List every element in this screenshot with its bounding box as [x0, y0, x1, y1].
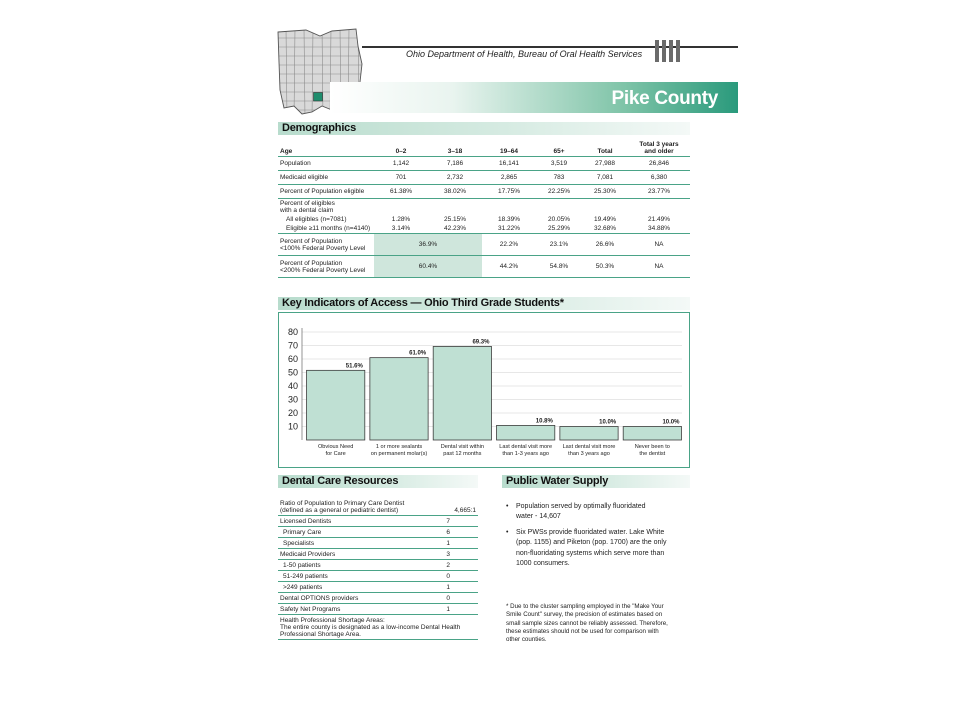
category-label: 1 or more sealants [375, 444, 423, 450]
category-label: on permanent molar(s) [370, 451, 428, 457]
cell: 18.39% [497, 216, 521, 223]
table-row [278, 527, 478, 538]
water-bullet-2-line-1: Six PWSs provide fluoridated water. Lake White [516, 529, 665, 537]
row-label: Dental OPTIONS providers [278, 593, 414, 604]
bar [370, 358, 428, 440]
category-label: than 3 years ago [568, 451, 610, 457]
bar [497, 425, 555, 440]
stripes-logo-icon [655, 40, 683, 67]
access-bar-chart [280, 322, 688, 464]
cell: 0 [414, 571, 478, 582]
water-bullet-2-line-3: non-fluoridating systems which serve more than [516, 549, 665, 557]
cell: 3.14% [374, 224, 428, 234]
row-label: Population [278, 157, 374, 171]
row-label: Licensed Dentists [278, 516, 414, 527]
cell: 27,988 [582, 157, 628, 171]
row-label: 51-249 patients [278, 571, 414, 582]
cell: 50.3% [582, 256, 628, 278]
table-row [278, 256, 690, 278]
row-label: Percent of Population eligible [278, 185, 374, 199]
cell: 1.28% [391, 216, 411, 223]
cell: 26,846 [628, 157, 690, 171]
hpsa-note [278, 615, 478, 640]
county-title: Pike County [611, 88, 718, 109]
cell: 23.1% [536, 234, 582, 256]
water-bullet-list [506, 502, 692, 575]
category-label: for Care [325, 451, 346, 457]
table-row [278, 199, 690, 216]
bar [433, 346, 491, 440]
water-title: Public Water Supply [506, 475, 609, 487]
cell: 3,519 [536, 157, 582, 171]
category-label: Last dental visit more [499, 444, 553, 450]
cell: 17.75% [482, 185, 536, 199]
cell: 0 [414, 593, 478, 604]
cell: 44.2% [482, 256, 536, 278]
cell: 2,732 [428, 171, 482, 185]
y-tick-label: 20 [287, 408, 298, 418]
table-row [278, 604, 478, 615]
row-label: Safety Net Programs [278, 604, 414, 615]
table-row [278, 571, 478, 582]
col-19-64: 19–64 [482, 140, 536, 157]
hpsa-text-2: Professional Shortage Area. [280, 630, 361, 638]
row-label: Eligible ≥11 months (n=4140) [278, 224, 374, 234]
table-row [278, 185, 690, 199]
y-tick-label: 10 [287, 421, 298, 432]
row-label: Specialists [278, 538, 414, 549]
ratio-label-2: (defined as a general or pediatric dentist) [280, 506, 399, 514]
fpl200-label-1: Percent of Population [280, 259, 343, 267]
water-bullet-2-line-2: (pop. 1155) and Piketon (pop. 1700) are the only [516, 539, 667, 547]
y-tick-label: 60 [287, 354, 298, 364]
cell: 7 [414, 516, 478, 527]
cell: 20.05% [547, 216, 571, 223]
bullet-icon: • [506, 503, 509, 510]
category-label: past 12 months [443, 451, 482, 457]
row-label [278, 256, 374, 278]
footnote-line-1: * Due to the cluster sampling employed in the "Make Your [506, 603, 664, 610]
y-tick-label: 40 [287, 381, 298, 391]
fpl100-label-2: <100% Federal Poverty Level [280, 244, 366, 252]
list-item [506, 528, 692, 569]
cell: 6,380 [628, 171, 690, 185]
cell: 2,865 [482, 171, 536, 185]
row-label: Primary Care [278, 527, 414, 538]
table-row [278, 171, 690, 185]
hpsa-title: Health Professional Shortage Areas: [280, 616, 385, 624]
category-label: Dental visit within [440, 444, 484, 450]
water-bullet-1-line-2: water - 14,607 [516, 513, 561, 521]
data-label: 10.0% [662, 419, 680, 426]
claims-label-2: with a dental claim [280, 207, 334, 214]
cell: 25.30% [582, 185, 628, 199]
table-row [278, 582, 478, 593]
col-age: Age [278, 140, 374, 157]
cell: 61.38% [374, 185, 428, 199]
demographics-table [278, 140, 690, 278]
row-label: >249 patients [278, 582, 414, 593]
table-row [278, 615, 478, 640]
cell: 38.02% [428, 185, 482, 199]
cell: 1 [414, 538, 478, 549]
cell: 23.77% [628, 185, 690, 199]
data-label: 51.6% [345, 363, 363, 370]
y-tick-label: 80 [287, 327, 298, 337]
data-label: 10.0% [599, 419, 617, 426]
row-label: 1-50 patients [278, 560, 414, 571]
table-row [278, 215, 690, 224]
category-label: Never been to [634, 444, 670, 450]
bar [560, 427, 618, 441]
footnote-line-4: these estimates should not be used for comparison with [506, 628, 659, 636]
bar [307, 370, 365, 440]
table-row [278, 498, 478, 516]
category-label: than 1-3 years ago [502, 451, 549, 457]
table-row [278, 593, 478, 604]
data-label: 69.3% [472, 339, 490, 346]
cell: 6 [414, 527, 478, 538]
cell: 1 [414, 582, 478, 593]
table-row [278, 224, 690, 234]
col-total-3-plus [628, 140, 690, 157]
cell: NA [628, 256, 690, 278]
data-label: 10.8% [535, 418, 553, 425]
data-label: 61.0% [409, 350, 427, 357]
cell: 34.88% [628, 224, 690, 234]
indicators-title: Key Indicators of Access — Ohio Third Grade Students* [282, 297, 564, 309]
agency-name: Ohio Department of Health, Bureau of Oral Health Services [406, 49, 643, 59]
cell: 32.68% [582, 224, 628, 234]
cell: 26.6% [582, 234, 628, 256]
resources-title: Dental Care Resources [282, 475, 399, 487]
ratio-value: 4,665:1 [414, 498, 478, 516]
row-label: All eligibles (n=7081) [286, 216, 347, 223]
table-row [278, 549, 478, 560]
footnote-line-5: other counties. [506, 636, 547, 644]
y-tick-label: 30 [287, 394, 298, 405]
table-row [278, 560, 478, 571]
cell-merged: 36.9% [374, 234, 482, 256]
cell: 7,186 [428, 157, 482, 171]
cell: 2 [414, 560, 478, 571]
cell: 7,081 [582, 171, 628, 185]
ratio-label-1: Ratio of Population to Primary Care Dentist [280, 499, 405, 507]
cell: 21.49% [647, 216, 671, 223]
cell: 701 [374, 171, 428, 185]
row-label: Medicaid eligible [278, 171, 374, 185]
row-label [278, 498, 414, 516]
col-total-3-plus-l1: Total 3 years [639, 141, 679, 148]
col-65-plus: 65+ [536, 140, 582, 157]
bullet-icon: • [506, 529, 509, 537]
fpl100-label-1: Percent of Population [280, 237, 343, 245]
table-row [278, 516, 478, 527]
y-tick-label: 50 [287, 367, 298, 378]
cell: 1,142 [374, 157, 428, 171]
cell: 25.15% [443, 216, 467, 223]
cell: NA [628, 234, 690, 256]
hpsa-text-1: The entire county is designated as a low-income Dental Health [280, 623, 461, 631]
cell: 42.23% [428, 224, 482, 234]
list-item [506, 502, 692, 522]
table-row [278, 234, 690, 256]
demographics-title: Demographics [282, 122, 357, 134]
cell: 783 [536, 171, 582, 185]
col-total-3-plus-l2: and older [644, 148, 674, 155]
cell: 22.25% [536, 185, 582, 199]
fpl200-label-2: <200% Federal Poverty Level [280, 266, 366, 274]
category-label: Last dental visit more [562, 444, 616, 450]
pike-county-highlight [314, 93, 323, 102]
row-label [278, 199, 374, 216]
footnote-line-3: small sample sizes cannot be reliably assessed. Therefore, [506, 619, 668, 627]
table-row [278, 157, 690, 171]
cell: 54.8% [536, 256, 582, 278]
category-label: Obvious Need [317, 444, 354, 450]
col-0-2: 0–2 [374, 140, 428, 157]
cell-merged: 60.4% [374, 256, 482, 278]
bar [623, 427, 681, 441]
category-label: the dentist [639, 451, 666, 457]
table-row [278, 538, 478, 549]
cell: 22.2% [482, 234, 536, 256]
resources-table [278, 498, 478, 640]
water-bullet-1-line-1: Population served by optimally fluoridated [516, 503, 646, 510]
claims-label-1: Percent of eligibles [280, 200, 335, 207]
y-tick-label: 70 [287, 340, 298, 351]
cell: 19.49% [593, 216, 617, 223]
water-bullet-2-line-4: 1000 consumers. [516, 559, 570, 567]
cell: 25.29% [536, 224, 582, 234]
row-label: Medicaid Providers [278, 549, 414, 560]
col-3-18: 3–18 [428, 140, 482, 157]
cell: 1 [414, 604, 478, 615]
footnote-line-2: Smile Count" survey, the precision of estimates based on [506, 611, 663, 619]
cell: 31.22% [482, 224, 536, 234]
cell: 3 [414, 549, 478, 560]
col-total: Total [582, 140, 628, 157]
row-label [278, 234, 374, 256]
cell: 16,141 [482, 157, 536, 171]
survey-footnote [506, 603, 692, 645]
table-header-row [278, 140, 690, 157]
